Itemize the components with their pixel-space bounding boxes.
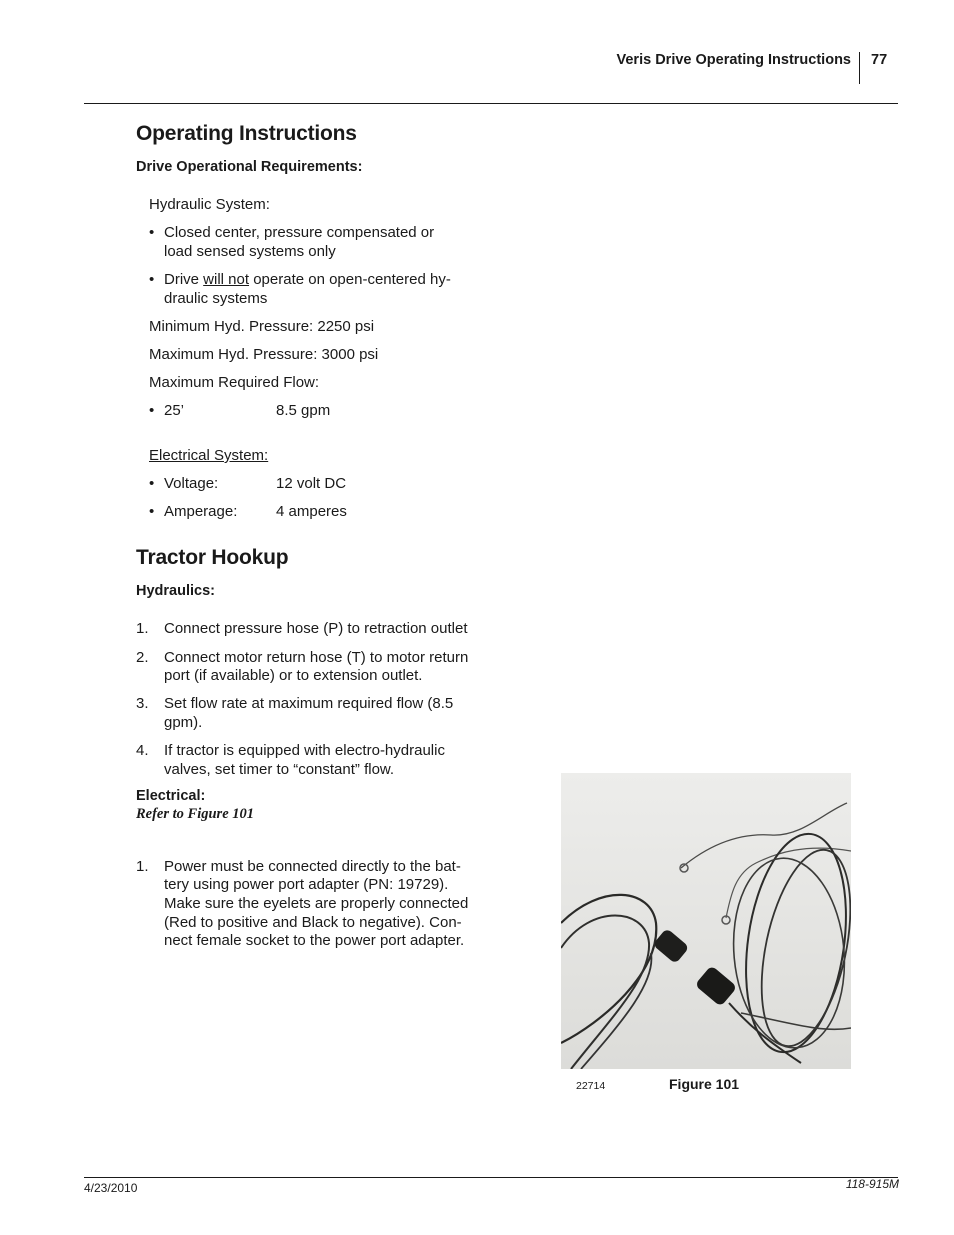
page-number: 77 (871, 52, 888, 68)
step-text: Make sure the eyelets are properly connected (164, 895, 469, 912)
bullet-text: Closed center, pressure compensated or (164, 224, 435, 241)
bullet-marker: • (149, 503, 155, 520)
bullet-text: load sensed systems only (164, 243, 336, 260)
amperage-label: Amperage: (164, 503, 238, 520)
cable-harness-illustration (561, 773, 851, 1069)
max-pressure: Maximum Hyd. Pressure: 3000 psi (149, 346, 379, 363)
emphasis-will-not: will not (203, 271, 250, 288)
figure-101-photo (561, 773, 851, 1069)
voltage-label: Voltage: (164, 475, 219, 492)
step-number: 4. (136, 742, 149, 759)
header-divider (859, 52, 860, 84)
step-text: gpm). (164, 714, 203, 731)
min-pressure: Minimum Hyd. Pressure: 2250 psi (149, 318, 375, 335)
figure-caption: Figure 101 (669, 1076, 740, 1092)
footer-date: 4/23/2010 (84, 1181, 138, 1195)
bullet-text: Drive will not operate on open-centered hy- (164, 271, 451, 288)
subheading-drive-requirements: Drive Operational Requirements: (136, 159, 363, 175)
bullet-marker: • (149, 271, 155, 288)
flow-size: 25’ (164, 402, 185, 419)
step-number: 1. (136, 620, 149, 637)
step-text: Connect pressure hose (P) to retraction outlet (164, 620, 468, 637)
header-rule (84, 103, 898, 104)
running-header-title: Veris Drive Operating Instructions (616, 52, 851, 68)
step-text: port (if available) or to extension outlet. (164, 667, 423, 684)
step-number: 2. (136, 649, 149, 666)
figure-reference: Refer to Figure 101 (136, 806, 255, 822)
step-number: 3. (136, 695, 149, 712)
bullet-marker: • (149, 402, 155, 419)
voltage-value: 12 volt DC (276, 475, 347, 492)
section-title-operating-instructions: Operating Instructions (136, 122, 357, 145)
step-text: Power must be connected directly to the bat- (164, 858, 461, 875)
subheading-electrical: Electrical: (136, 788, 206, 804)
step-text: If tractor is equipped with electro-hydraulic (164, 742, 445, 759)
electrical-system-label: Electrical System: (149, 447, 269, 464)
step-text: tery using power port adapter (PN: 19729). (164, 876, 449, 893)
amperage-value: 4 amperes (276, 503, 347, 520)
flow-label: Maximum Required Flow: (149, 374, 320, 391)
step-text: Connect motor return hose (T) to motor return (164, 649, 469, 666)
section-title-tractor-hookup: Tractor Hookup (136, 546, 289, 569)
flow-value: 8.5 gpm (276, 402, 331, 419)
footer-rule (84, 1177, 898, 1178)
bullet-text: draulic systems (164, 290, 268, 307)
footer-doc-number: 118-915M (845, 1177, 899, 1191)
bullet-marker: • (149, 475, 155, 492)
step-number: 1. (136, 858, 149, 875)
step-text: valves, set timer to “constant” flow. (164, 761, 395, 778)
step-text: Set flow rate at maximum required flow (8.5 (164, 695, 454, 712)
bullet-marker: • (149, 224, 155, 241)
figure-image-number: 22714 (576, 1080, 606, 1092)
hydraulic-system-label: Hydraulic System: (149, 196, 270, 213)
subheading-hydraulics: Hydraulics: (136, 583, 215, 599)
step-text: (Red to positive and Black to negative). Con- (164, 914, 462, 931)
step-text: nect female socket to the power port adapter. (164, 932, 465, 949)
